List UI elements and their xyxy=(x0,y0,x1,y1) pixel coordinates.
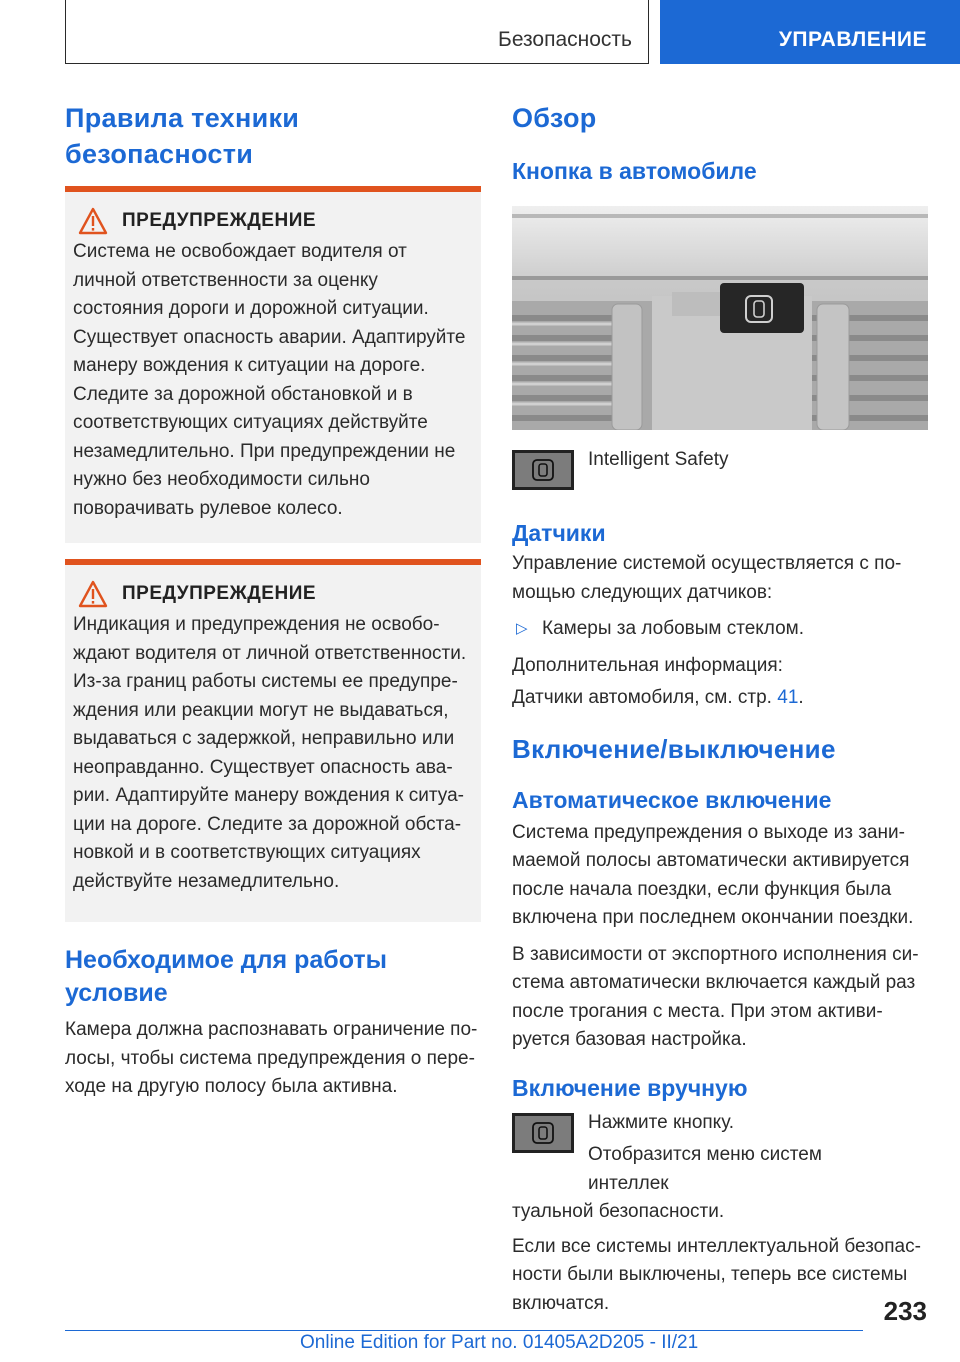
manual-step-text: Нажмите кнопку. xyxy=(588,1111,735,1133)
warning-box-2 xyxy=(65,559,481,922)
more-info-label: Дополнительная информация: xyxy=(512,654,783,676)
button-photo xyxy=(512,206,928,430)
dashboard-photo-image xyxy=(512,206,928,430)
warning-header-2 xyxy=(73,579,473,609)
bullet-triangle-icon: ▷ xyxy=(516,620,528,637)
header-chapter-label: УПРАВЛЕНИЕ xyxy=(778,28,927,51)
sensors-ref-text: Датчики автомобиля, см. стр. xyxy=(512,687,772,708)
warning-text-2: Индикация и предупреждения не освобождают водителя от личной ответственности. Из-за границ работы системы ее предупреждения или реакции могут не выдаваться, выдаваться с задержкой, неправильно или неоправданно. Существует опасность аварии. Адаптируйте манеру вождения к ситуации на дороге. Следите за дорожной обстановкой и в соответствующих ситуациях действуйте незамедлительно. xyxy=(73,614,467,892)
overview-title: Обзор xyxy=(512,103,597,133)
manual-menu-text-b: туальной безопасности. xyxy=(512,1201,725,1222)
manual-menu-text-a: Отобразится меню систем интеллек xyxy=(588,1144,822,1194)
sensors-bullet-text: Камеры за лобовым стеклом. xyxy=(542,618,805,639)
footer-divider xyxy=(65,1330,863,1331)
sensors-page-link[interactable]: 41 xyxy=(777,687,799,708)
intelligent-safety-icon xyxy=(531,458,555,482)
button-in-car-title: Кнопка в автомобиле xyxy=(512,158,757,184)
warning-triangle-icon xyxy=(78,580,108,608)
sensors-reference xyxy=(512,684,928,713)
safety-rules-title: Правила техники безопасности xyxy=(65,103,300,169)
condition-title: Необходимое для работы условие xyxy=(65,946,387,1007)
warning-box-1 xyxy=(65,186,481,543)
warning-label-1: ПРЕДУПРЕЖДЕНИЕ xyxy=(122,210,317,231)
button-label: Intelligent Safety xyxy=(588,449,729,470)
condition-text: Камера должна распознавать ограничение полосы, чтобы система предупреждения о переходе на другую полосу была активна. xyxy=(65,1019,478,1097)
on-off-title: Включение/выключение xyxy=(512,733,836,764)
right-column xyxy=(512,100,928,1318)
warning-label-2: ПРЕДУПРЕЖДЕНИЕ xyxy=(122,583,317,604)
sensors-text: Управление системой осуществляется с помощью следующих датчиков: xyxy=(512,553,902,603)
auto-on-title: Автоматическое включение xyxy=(512,786,832,813)
sensors-bullet xyxy=(512,615,928,644)
button-legend xyxy=(512,450,928,490)
auto-on-text-1: Система предупреждения о выходе из занимаемой полосы автоматически активируется после начала поездки, если функция была включена при последнем окончании поездки. xyxy=(512,821,914,928)
page-number: 233 xyxy=(883,1296,927,1326)
manual-step xyxy=(512,1113,928,1199)
manual-on-title: Включение вручную xyxy=(512,1074,748,1101)
header-section-tab xyxy=(65,0,649,64)
intelligent-safety-button-icon xyxy=(512,1113,574,1153)
warning-text-1: Система не освобождает водителя от личной ответственности за оценку состояния дороги и дорожной ситуации. Существует опасность аварии. Адаптируйте манеру вождения к ситуации на дороге. Следите за дорожной обстановкой и в соответствующих ситуациях действуйте незамедлительно. При предупреждении не нужно без необходимости сильно поворачивать рулевое колесо. xyxy=(73,241,466,519)
intelligent-safety-button-icon xyxy=(512,450,574,490)
warning-header-1 xyxy=(73,206,473,236)
intelligent-safety-icon xyxy=(531,1121,555,1145)
sensors-title: Датчики xyxy=(512,520,606,546)
left-column xyxy=(65,100,481,1102)
footer-edition: Online Edition for Part no. 01405A2D205 - II/21 xyxy=(300,1332,699,1353)
header-section-label: Безопасность xyxy=(498,28,632,51)
sensors-ref-end: . xyxy=(798,687,804,708)
warning-triangle-icon xyxy=(78,207,108,235)
auto-on-text-2: В зависимости от экспортного исполнения система автоматически включается каждый раз после трогания с места. При этом активируется базовая настройка. xyxy=(512,943,919,1050)
header-chapter-tab xyxy=(660,0,960,64)
manual-all-on-text: Если все системы интеллектуальной безопасности были выключены, теперь все системы включатся. xyxy=(512,1235,921,1314)
